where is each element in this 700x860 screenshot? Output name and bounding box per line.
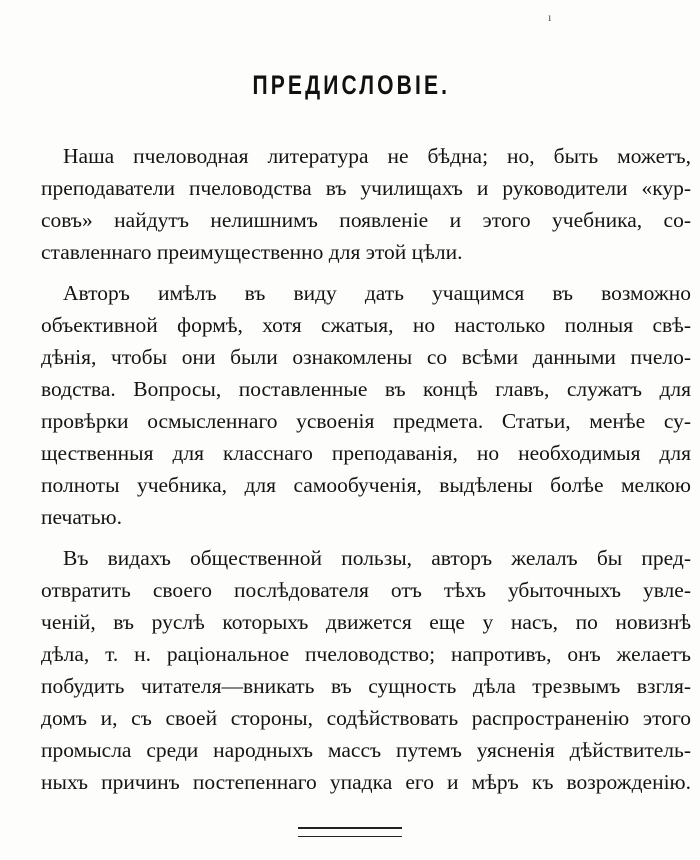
text-line xyxy=(41,638,691,670)
paragraph-2 xyxy=(41,277,691,533)
text-line xyxy=(41,766,691,798)
corner-mark: ı xyxy=(548,10,552,24)
paragraph-3 xyxy=(41,542,691,798)
paragraph-1 xyxy=(41,140,691,268)
text-line-content: дѣла, т. н. раціональное пчеловодство; напротивъ, онъ желаетъ xyxy=(41,642,691,666)
text-line xyxy=(41,702,691,734)
text-line xyxy=(41,373,691,405)
text-line xyxy=(41,542,691,574)
text-line-content: водства. Вопросы, поставленные въ концѣ главъ, служатъ для xyxy=(41,377,691,401)
text-line-content: домъ и, съ своей стороны, содѣйствовать распространенію этого xyxy=(41,706,691,730)
page-title: ПРЕДИСЛОВІЕ. xyxy=(252,70,451,100)
text-line-content: Авторъ имѣлъ въ виду дать учащимся въ возможно xyxy=(63,281,691,305)
text-line xyxy=(41,606,691,638)
text-line xyxy=(41,405,691,437)
text-line-content: совъ» найдутъ нелишнимъ появленіе и этого учебника, со- xyxy=(41,208,691,232)
text-line-content: побудить читателя—вникать въ сущность дѣла трезвымъ взгля- xyxy=(41,674,691,698)
text-line xyxy=(41,236,691,268)
text-line xyxy=(41,437,691,469)
text-line xyxy=(41,574,691,606)
text-line-content: полноты учебника, для самообученія, выдѣлены болѣе мелкою xyxy=(41,473,691,497)
text-line xyxy=(41,469,691,501)
text-line-content: дѣнія, чтобы они были ознакомлены со всѣми данными пчело- xyxy=(41,345,691,369)
preface-body xyxy=(41,140,691,798)
text-line xyxy=(41,204,691,236)
text-line xyxy=(41,670,691,702)
text-line xyxy=(41,501,691,533)
text-line xyxy=(41,277,691,309)
text-line-content: ченій, въ руслѣ которыхъ движется еще у насъ, по новизнѣ xyxy=(41,610,691,634)
text-line xyxy=(41,309,691,341)
text-line-content: отвратить своего послѣдователя отъ тѣхъ убыточныхъ увле- xyxy=(41,578,691,602)
ornament-rule-bottom xyxy=(298,836,402,837)
text-line xyxy=(41,172,691,204)
text-line-content: ныхъ причинъ постепеннаго упадка его и мѣръ къ возрожденію. xyxy=(41,770,691,794)
text-line-content: объективной формѣ, хотя сжатыя, но настолько полныя свѣ- xyxy=(41,313,691,337)
text-line xyxy=(41,734,691,766)
text-line xyxy=(41,140,691,172)
text-line xyxy=(41,341,691,373)
text-line-content: Въ видахъ общественной пользы, авторъ желалъ бы пред- xyxy=(63,546,691,570)
text-line-content: провѣрки осмысленнаго усвоенія предмета. Статьи, менѣе су- xyxy=(41,409,691,433)
text-line-content: преподаватели пчеловодства въ училищахъ и руководители «кур- xyxy=(41,176,691,200)
text-line-content: Наша пчеловодная литература не бѣдна; но, быть можетъ, xyxy=(63,144,691,168)
text-line-content: ставленнаго преимущественно для этой цѣли. xyxy=(41,240,463,264)
text-line-content: щественныя для класснаго преподаванія, но необходимыя для xyxy=(41,441,691,465)
text-line-content: печатью. xyxy=(41,505,122,529)
ornament-rule-top xyxy=(298,827,402,829)
text-line-content: промысла среди народныхъ массъ путемъ уясненія дѣйствитель- xyxy=(41,738,691,762)
